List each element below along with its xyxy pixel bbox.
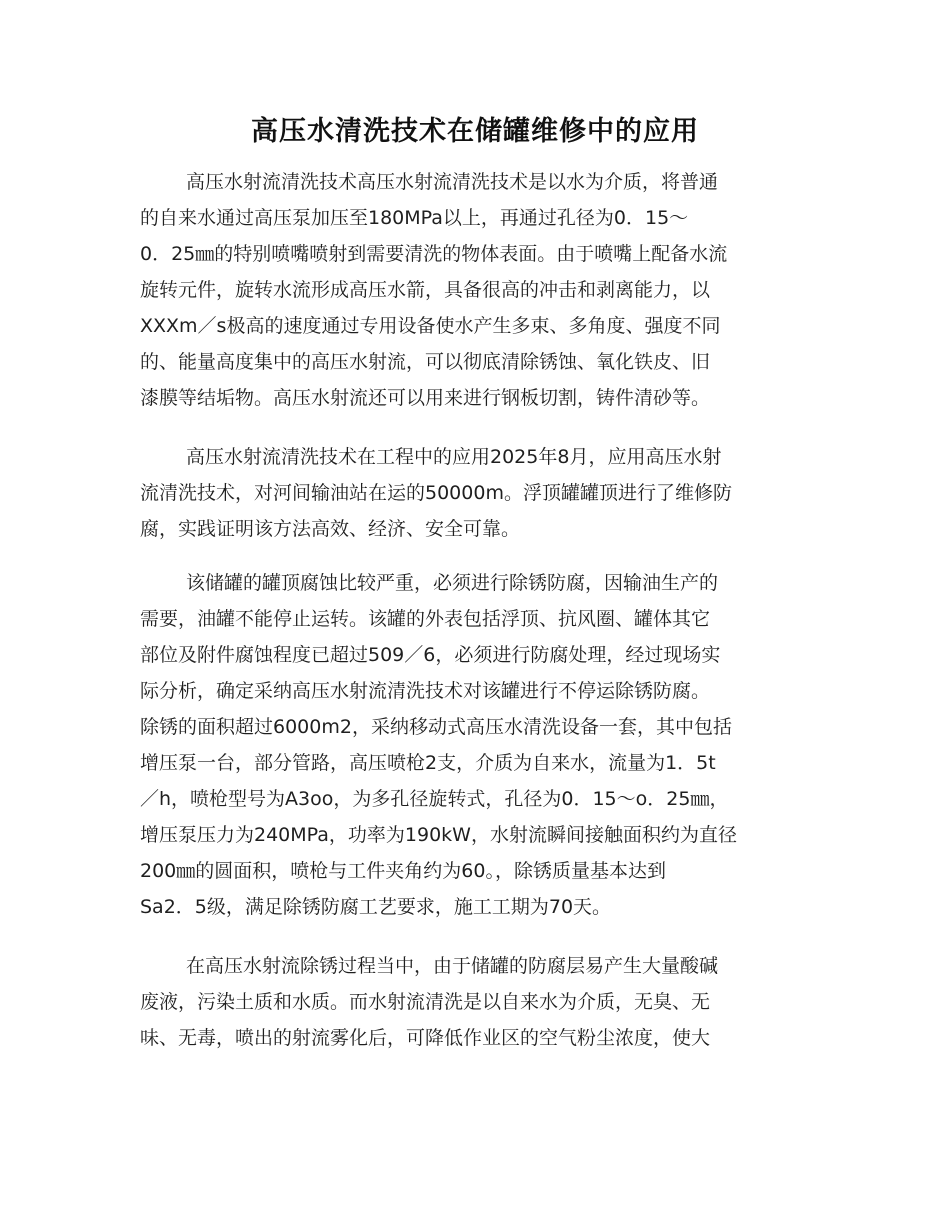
paragraph-3-line-4: 际分析，确定采纳高压水射流清洗技术对该罐进行不停运除锈防腐。	[140, 680, 711, 702]
paragraph-1-line-2: 的自来水通过高压泵加压至180MPa以上，再通过孔径为0．15～	[140, 207, 689, 229]
paragraph-4-line-1: 在高压水射流除锈过程当中，由于储罐的防腐层易产生大量酸碱	[186, 955, 719, 977]
paragraph-3-line-5: 除锈的面积超过6000m2，采纳移动式高压水清洗设备一套，其中包括	[140, 716, 732, 738]
paragraph-2-line-1: 高压水射流清洗技术在工程中的应用2025年8月，应用高压水射	[186, 446, 722, 468]
paragraph-2-line-3: 腐，实践证明该方法高效、经济、安全可靠。	[140, 518, 521, 540]
paragraph-3-line-10: Sa2．5级，满足除锈防腐工艺要求，施工工期为70天。	[140, 896, 612, 918]
paragraph-3-line-7: ／h，喷枪型号为A3oo，为多孔径旋转式，孔径为0．15～o．25㎜，	[140, 788, 729, 810]
paragraph-1-line-7: 漆膜等结垢物。高压水射流还可以用来进行钢板切割，铸件清砂等。	[140, 387, 711, 409]
paragraph-3-line-1: 该储罐的罐顶腐蚀比较严重，必须进行除锈防腐，因输油生产的	[186, 572, 719, 594]
paragraph-4-line-3: 味、无毒，喷出的射流雾化后，可降低作业区的空气粉尘浓度，使大	[140, 1027, 711, 1049]
paragraph-3-line-8: 增压泵压力为240MPa，功率为190kW，水射流瞬间接触面积约为直径	[140, 824, 737, 846]
document-title: 高压水清洗技术在储罐维修中的应用	[251, 116, 699, 147]
paragraph-3-line-9: 200㎜的圆面积，喷枪与工件夹角约为60。，除锈质量基本达到	[140, 860, 666, 882]
paragraph-2-line-2: 流清洗技术，对河间输油站在运的50000m。浮顶罐罐顶进行了维修防	[140, 482, 732, 504]
paragraph-1-line-1: 高压水射流清洗技术高压水射流清洗技术是以水为介质，将普通	[186, 171, 719, 193]
paragraph-3-line-3: 部位及附件腐蚀程度已超过509／6，必须进行防腐处理，经过现场实	[140, 644, 721, 666]
paragraph-1-line-6: 的、能量高度集中的高压水射流，可以彻底清除锈蚀、氧化铁皮、旧	[140, 351, 711, 373]
paragraph-4-line-2: 废液，污染土质和水质。而水射流清洗是以自来水为介质，无臭、无	[140, 991, 711, 1013]
paragraph-1-line-4: 旋转元件，旋转水流形成高压水箭，具备很高的冲击和剥离能力，以	[140, 279, 711, 301]
paragraph-3-line-6: 增压泵一台，部分管路，高压喷枪2支，介质为自来水，流量为1．5t	[140, 752, 716, 774]
paragraph-1-line-5: XXXm／s极高的速度通过专用设备使水产生多束、多角度、强度不同	[140, 315, 721, 337]
paragraph-1-line-3: 0．25㎜的特别喷嘴喷射到需要清洗的物体表面。由于喷嘴上配备水流	[140, 243, 728, 265]
paragraph-3-line-2: 需要，油罐不能停止运转。该罐的外表包括浮顶、抗风圈、罐体其它	[140, 608, 711, 630]
